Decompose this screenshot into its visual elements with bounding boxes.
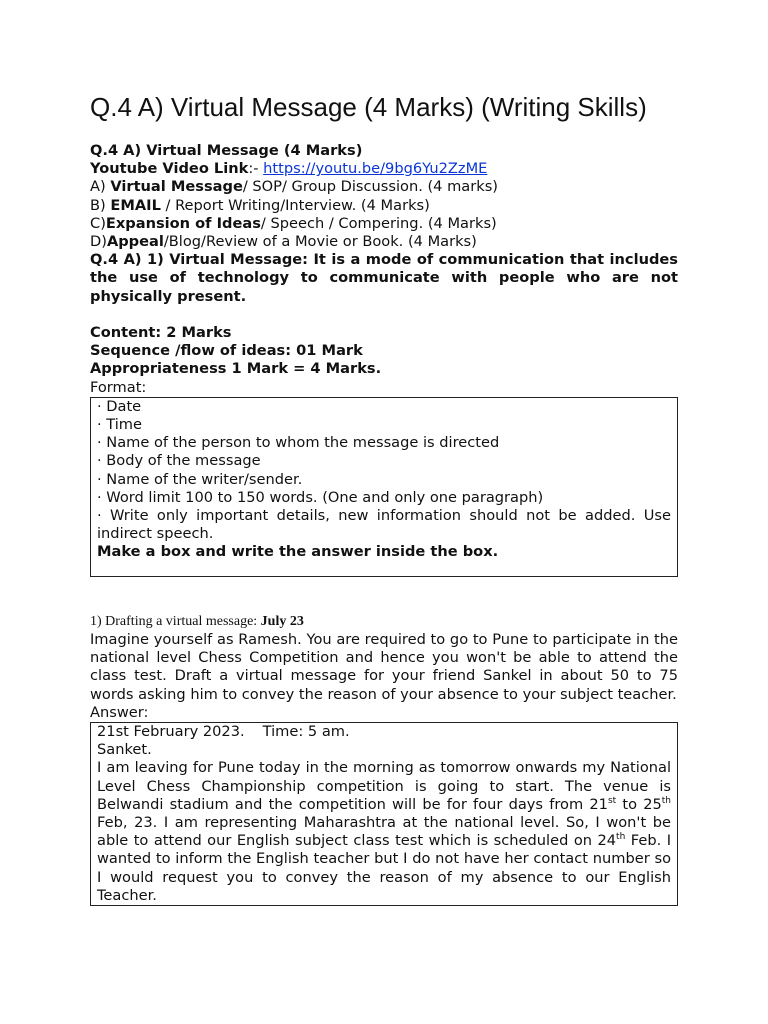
- format-item-time: · Time: [97, 416, 142, 434]
- answer-superscript: th: [616, 832, 626, 843]
- option-title: Appeal: [106, 233, 164, 251]
- answer-body: [97, 759, 671, 905]
- drafting-heading-text: 1) Drafting a virtual message:: [90, 613, 261, 629]
- answer-date: 21st February 2023.: [97, 723, 245, 741]
- format-item-recipient: · Name of the person to whom the message is directed: [97, 434, 500, 452]
- drafting-date: July 23: [260, 613, 304, 629]
- video-link-line: [90, 160, 678, 178]
- answer-recipient: Sanket.: [97, 741, 152, 759]
- youtube-link[interactable]: https://youtu.be/9bg6Yu2ZzME: [263, 160, 488, 178]
- subheading: Q.4 A) Virtual Message (4 Marks): [90, 142, 363, 159]
- option-b: [90, 197, 678, 215]
- format-item-word-limit: · Word limit 100 to 150 words. (One and only one paragraph): [97, 488, 544, 506]
- option-prefix: B): [90, 196, 111, 214]
- definition-paragraph: Q.4 A) 1) Virtual Message: It is a mode of communication that includes the use of technology to communicate with people who are not physically present.: [90, 251, 678, 305]
- option-title: Expansion of Ideas: [105, 214, 261, 232]
- drafting-question: Imagine yourself as Ramesh. You are required to go to Pune to participate in the national level Chess Competition and hence you won't be able to attend the class test. Draft a virtual message for your friend Sankel in about 50 to 75 words asking him to convey the reason of your absence to your subject teacher.: [90, 631, 678, 703]
- answer-time: Time: 5 am.: [262, 723, 350, 741]
- answer-box: [90, 722, 678, 906]
- option-c: [90, 215, 678, 233]
- option-detail: / Speech / Compering. (4 Marks): [260, 214, 497, 232]
- format-item-date: · Date: [97, 397, 142, 415]
- option-title: EMAIL: [110, 196, 161, 214]
- option-title: Virtual Message: [110, 178, 243, 196]
- format-item-sender: · Name of the writer/sender.: [97, 470, 303, 488]
- format-note: Make a box and write the answer inside the box.: [97, 543, 499, 561]
- document-body: [90, 142, 678, 906]
- page-title: Q.4 A) Virtual Message (4 Marks) (Writing Skills): [90, 92, 647, 122]
- option-detail: / SOP/ Group Discussion. (4 marks): [242, 178, 499, 196]
- option-detail: / Report Writing/Interview. (4 Marks): [160, 196, 430, 214]
- answer-body-part: to 25: [616, 795, 662, 813]
- format-item-details: · Write only important details, new information should not be added. Use indirect speech.: [97, 507, 671, 543]
- option-a: [90, 178, 678, 196]
- answer-body-part: Feb, 23. I am representing Maharashtra at the national level. So, I won't be able to attend our English subject class test which is scheduled on 24: [97, 814, 671, 850]
- option-prefix: D): [90, 233, 107, 251]
- format-box: [90, 397, 678, 577]
- option-d: [90, 233, 678, 251]
- format-item-body: · Body of the message: [97, 452, 261, 470]
- format-label: Format:: [90, 378, 147, 396]
- option-detail: /Blog/Review of a Movie or Book. (4 Marks): [163, 233, 477, 251]
- drafting-heading: [90, 613, 678, 631]
- video-link-separator: :-: [248, 160, 264, 178]
- answer-body-part: I am leaving for Pune today in the morning as tomorrow onwards my National Level Chess Championship competition is going to start. The venue is Belwandi stadium and the competition will be for four days from 21: [97, 759, 671, 813]
- answer-superscript: th: [661, 796, 671, 806]
- answer-superscript: st: [607, 796, 617, 806]
- answer-header: [97, 723, 671, 741]
- option-prefix: C): [90, 214, 106, 232]
- answer-body-part: Feb. I wanted to inform the English teacher but I do not have her contact number so I would request you to convey the reason of my absence to our English Teacher.: [97, 832, 672, 904]
- marks-sequence: Sequence /flow of ideas: 01 Mark: [90, 342, 363, 360]
- answer-label: Answer:: [90, 703, 149, 721]
- option-prefix: A): [90, 178, 111, 196]
- spacer: [90, 306, 678, 324]
- marks-appropriateness: Appropriateness 1 Mark = 4 Marks.: [90, 360, 382, 378]
- video-link-label: Youtube Video Link: [90, 160, 249, 178]
- marks-content: Content: 2 Marks: [90, 324, 232, 342]
